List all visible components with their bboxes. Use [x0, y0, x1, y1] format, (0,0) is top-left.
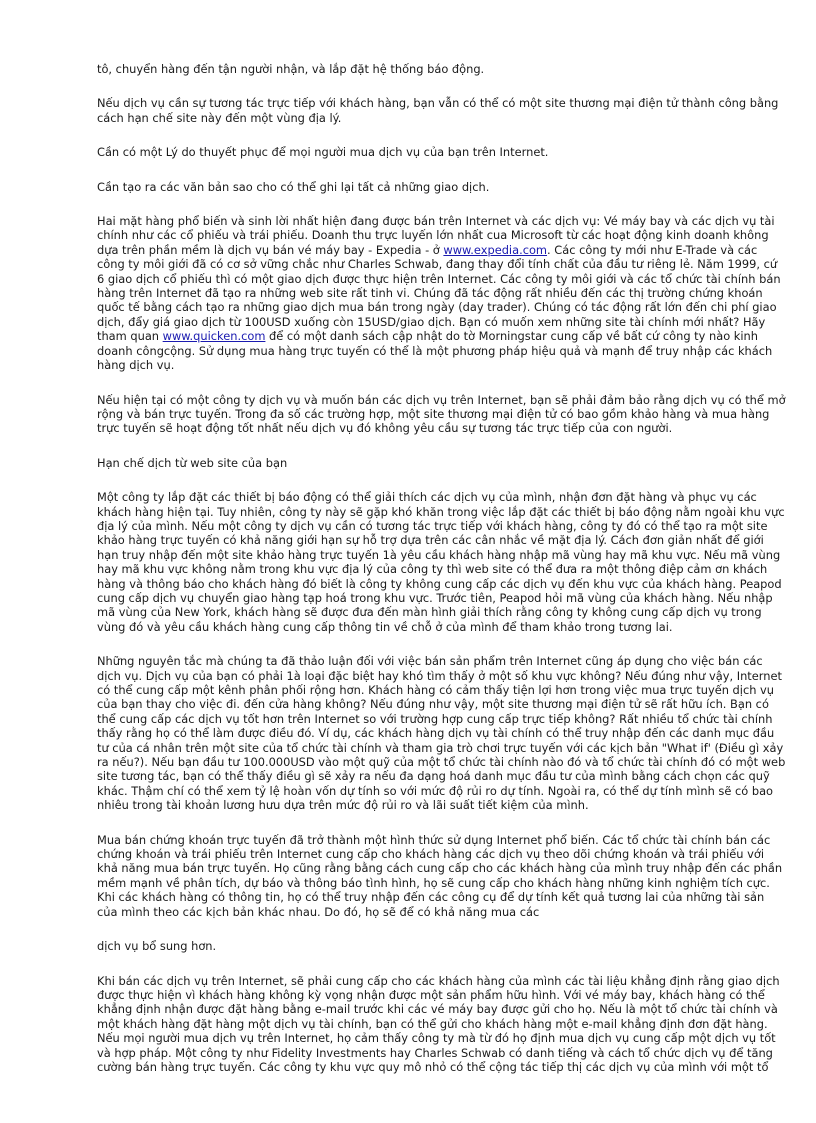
paragraph: Cần có một Lý do thuyết phục để mọi người mua dịch vụ của bạn trên Internet.: [97, 145, 549, 160]
paragraph: Một công ty lắp đặt các thiết bị báo động có thể giải thích các dịch vụ của mình, nhận đơn đặt hàng và phục vụ các khách hàng hiện tại. Tuy nhiên, công ty này sẽ gặp khó khăn trong việc lắp đặt các thiết bị báo động nằm ngoài khu vực địa lý của mình. Nếu một công ty dịch vụ cần có tương tác trực tiếp với khách hàng, công ty đó có thể tạo ra một site khảo hàng trực tuyến có khả năng giới hạn sự hỗ trợ dựa trên các cân nhắc về mặt địa lý. Cách đơn giản nhất để giới hạn truy nhập đến một site khảo hàng trực tuyến 1à yêu cầu khách hàng nhập mã vùng hay mã khu vực. Nếu mã vùng hay mã khu vực không nằm trong khu vực địa lý của công ty thì web site có thể đưa ra một thông điệp cảm ơn khách hàng và thông báo cho khách hàng đó biết là công ty không cung cấp các dịch vụ đến khu vực của khách hàng. Peapod cung cấp dịch vụ chuyển giao hàng tạp hoá trong khu vực. Trước tiên, Peapod hỏi mã vùng của khách hàng. Nếu nhập mã vùng của New York, khách hàng sẽ được đưa đến màn hình giải thích rằng công ty không cung cấp dịch vụ trong vùng đó và yêu cầu khách hàng cung cấp thông tin về chỗ ở của mình để tham khảo trong tương lai.: [97, 490, 785, 634]
paragraph-text: để có một danh sách cập nhật do tờ Morningstar cung cấp về bất cứ công ty nào kinh doanh côngcộng. Sử dụng mua hàng trực tuyến có thể là một phương pháp hiệu quả và mạnh để truy nhập các khách hàng dịch vụ.: [97, 329, 773, 373]
paragraph: dịch vụ bổ sung hơn.: [97, 939, 217, 954]
paragraph: Mua bán chứng khoán trực tuyến đã trở thành một hình thức sử dụng Internet phổ biến. Các tổ chức tài chính bán các chứng khoán và trái phiếu trên Internet cung cấp cho khách hàng các dịch vụ theo dõi chứng khoán và trái phiếu với khả năng mua bán trực tuyến. Họ cũng rằng bằng cách cung cấp cho các khách hàng của mình truy nhập đến các phần mềm mạnh về phân tích, dự báo và thông báo tình hình, họ sẽ cung cấp cho khách hàng những kinh nghiệm tích cực. Khi các khách hàng có thông tin, họ có thể truy nhập đến các công cụ để dự tính kết quả tương lai của những tài sản của mình theo các kịch bản khác nhau. Do đó, họ sẽ để có khả năng mua các: [97, 832, 783, 919]
paragraph: Khi bán các dịch vụ trên Internet, sẽ phải cung cấp cho các khách hàng của mình các tài liệu khẳng định rằng giao dịch được thực hiện vì khách hàng không kỳ vọng nhận được một sản phẩm hữu hình. Với vé máy bay, khách hàng có thể khẳng định nhận được đặt hàng bằng e-mail trước khi các vé máy bay được gửi cho họ. Nếu là một tổ chức tài chính và một khách hàng đặt hàng một dịch vụ tài chính, bạn có thể gửi cho khách hàng một e-mail khẳng định đơn đặt hàng. Nếu mọi người mua dịch vụ trên Internet, họ cảm thấy công ty mà từ đó họ định mua dịch vụ cung cấp một dịch vụ tốt và hợp pháp. Một công ty như Fidelity Investments hay Charles Schwab có danh tiếng và cách tổ chức dịch vụ để tăng cường bán hàng trực tuyến. Các công ty khu vực quy mô nhỏ có thể cộng tác tiếp thị các dịch vụ của mình với một tổ: [97, 973, 780, 1074]
paragraph-text: . Các công ty mới như E-Trade và các công ty môi giới đã có cơ sở vững chắc như Charles Schwab, đang thay đổi tính chất của đầu tư riêng lẻ. Năm 1999, cứ 6 giao dịch cổ phiếu thì có một giao dịch được thực hiện trên Internet. Các công ty môi giới và các tổ chức tài chính bán hàng trên Internet đã tạo ra những web site rất tinh vi. Chúng đã tác động rất nhiều đến các thị trường chứng khoán quốc tế bằng cách tạo ra những giao dịch mua bán trong ngày (day trader). Chúng có tác động rất lớn đến chi phí giao dịch, đẩy giá giao dịch từ 100USD xuống còn 15USD/giao dịch. Bạn có muốn xem những site tài chính mới nhất? Hãy tham quan: [97, 242, 781, 344]
paragraph-text: Hai mặt hàng phổ biến và sinh lời nhất hiện đang được bán trên Internet và các dịch vụ: Vé máy bay và các dịch vụ tài chính như các cổ phiếu và trái phiếu. Doanh thu trực luyến lớn nhất cua Microsoft từ các hoạt động kinh doanh không dựa trên phần mềm là dịch vụ bán vé máy bay - Expedia - ở: [97, 214, 775, 257]
paragraph-with-links: [97, 214, 787, 372]
paragraph: Cần tạo ra các văn bản sao cho có thể ghi lại tất cả những giao dịch.: [97, 179, 490, 194]
paragraph: tô, chuyển hàng đến tận người nhận, và lắp đặt hệ thống báo động.: [97, 62, 485, 76]
expedia-link[interactable]: www.expedia.com: [443, 242, 548, 257]
paragraph: Những nguyên tắc mà chúng ta đã thảo luận đối với việc bán sản phẩm trên Internet cũng áp dụng cho việc bán các dịch vụ. Dịch vụ của bạn có phải 1à loại đặc biệt hay khó tìm thấy ở một số khu vực không? Nếu đúng như vậy, Internet có thể cung cấp một kênh phân phối rộng hơn. Khách hàng có cảm thấy tiện lợi hơn trong việc mua trực tuyến dịch vụ của bạn thay cho việc đi. đến cửa hàng không? Nếu đúng như vậy, một site thương mại điện tử sẽ rất hữu ích. Bạn có thể cung cấp các dịch vụ tốt hơn trên Internet so với trường hợp cung cấp trực tiếp không? Rất nhiều tổ chức tài chính thấy rằng họ có thể làm được điều đó. Ví dụ, các khách hàng dịch vụ tài chính có thể truy nhập đến các danh mục đầu tư của cá nhân trên một site của tổ chức tài chính và tham gia trò chơi trực tuyến với các kịch bản "What if' (Điều gì xảy ra nếu?). Nếu bạn đầu tư 100.000USD vào một quỹ của một tổ chức tài chính nào đó và tổ chức tài chính đó có một web site tương tác, bạn có thể thấy điều gì sẽ xảy ra nếu đa dạng hoá danh mục đầu tư của mình bằng cách chọn các quỹ khác. Thậm chí có thể xem tỷ lệ hoàn vốn dự tính so với mức độ rủi ro dự tính. Ngoài ra, có thể dự tính mình sẽ có bao nhiêu trong tài khoản lương hưu dựa trên mức độ rủi ro và lãi suất tiết kiệm của mình.: [97, 654, 786, 813]
section-heading: Hạn chế dịch từ web site của bạn: [97, 455, 288, 470]
quicken-link[interactable]: www.quicken.com: [162, 329, 266, 344]
paragraph: Nếu dịch vụ cần sự tương tác trực tiếp với khách hàng, bạn vẫn có thể có một site thương mại điện tử thành công bằng cách hạn chế site này đến một vùng địa lý.: [97, 96, 779, 125]
document-body: [97, 62, 787, 1094]
paragraph: Nếu hiện tại có một công ty dịch vụ và muốn bán các dịch vụ trên Internet, bạn sẽ phải đảm bảo rằng dịch vụ có thể mở rộng và bán trực tuyến. Trong đa số các trường hợp, một site thương mại điện tử có bao gồm khảo hàng và mua hàng trực tuyến sẽ hoạt động tốt nhất nếu dịch vụ đó không yêu cầu sự tương tác trực tiếp của con người.: [97, 392, 786, 436]
